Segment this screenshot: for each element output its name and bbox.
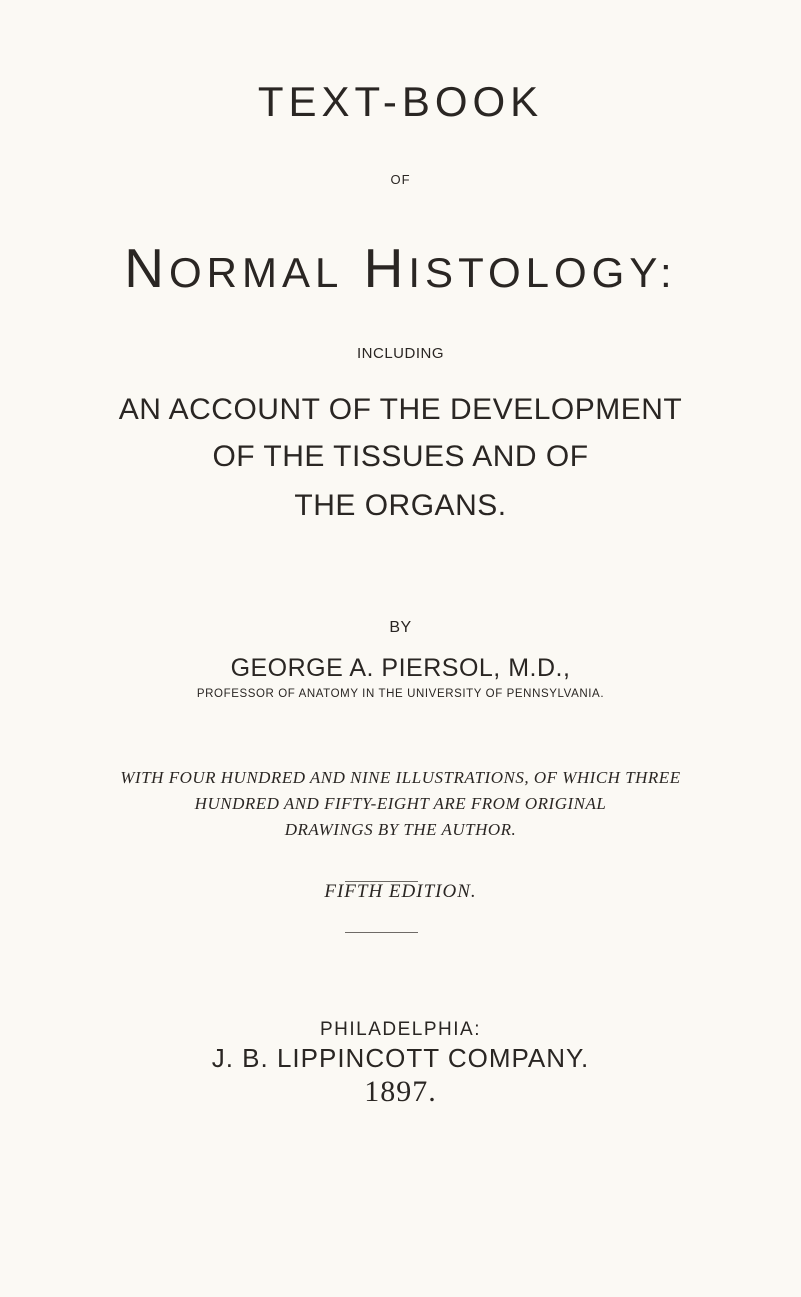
- main-title-rest-histology: ISTOLOGY:: [408, 249, 677, 296]
- imprint-publisher: J. B. LIPPINCOTT COMPANY.: [211, 1043, 590, 1073]
- edition-label: FIFTH EDITION.: [324, 881, 477, 902]
- title-line-textbook: TEXT-BOOK: [257, 78, 544, 125]
- main-title-rest-normal: ORMAL: [169, 249, 344, 296]
- by-label: BY: [389, 619, 412, 636]
- imprint-city: PHILADELPHIA:: [320, 1019, 481, 1040]
- illustrations-note-line: DRAWINGS BY THE AUTHOR.: [284, 820, 517, 839]
- including-label: INCLUDING: [356, 345, 444, 362]
- main-title: [0, 236, 801, 300]
- main-title-initial-n: N: [124, 237, 170, 299]
- imprint-year: 1897.: [364, 1075, 437, 1108]
- title-connector-of: OF: [390, 172, 411, 187]
- main-title-initial-h: H: [363, 237, 409, 299]
- author-position: PROFESSOR OF ANATOMY IN THE UNIVERSITY OF PENNSYLVANIA.: [196, 688, 605, 700]
- illustrations-note-line: HUNDRED AND FIFTY-EIGHT ARE FROM ORIGINAL: [194, 794, 607, 813]
- edition-rule-bottom: [345, 932, 418, 933]
- subtitle-line: OF THE TISSUES AND OF: [212, 440, 589, 473]
- subtitle-line: THE ORGANS.: [294, 489, 507, 522]
- subtitle-line: AN ACCOUNT OF THE DEVELOPMENT: [118, 393, 683, 426]
- author-name: GEORGE A. PIERSOL, M.D.,: [230, 654, 571, 682]
- illustrations-note-line: WITH FOUR HUNDRED AND NINE ILLUSTRATIONS, OF WHICH THREE: [120, 768, 681, 787]
